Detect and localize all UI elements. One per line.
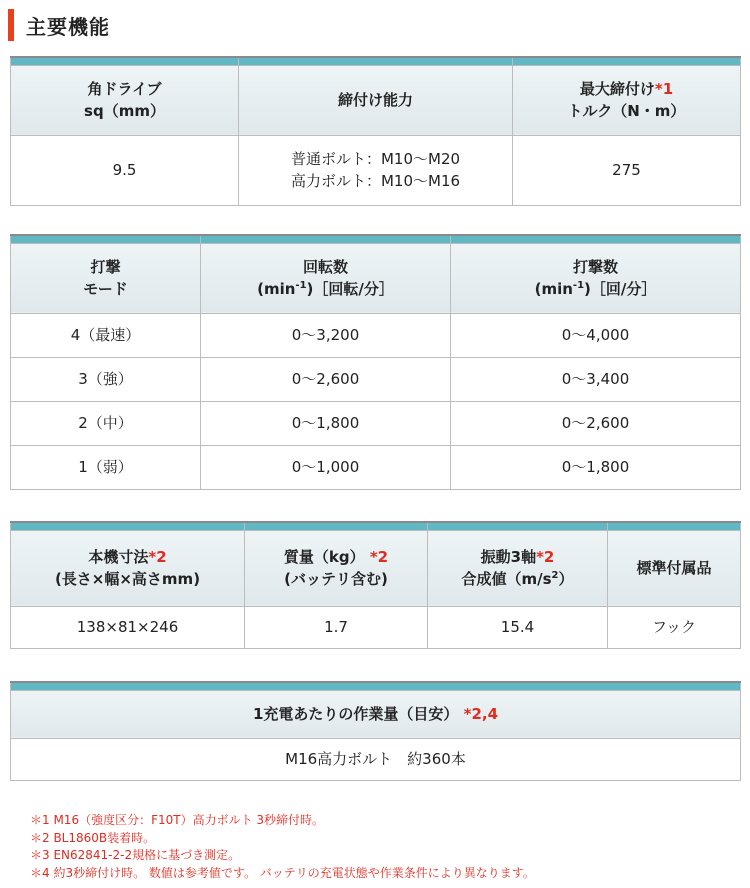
footnote-1: ＊1 M16（強度区分：F10T）高力ボルト 3秒締付時。	[30, 813, 325, 827]
value-text: 高力ボルト：M10〜M16	[290, 172, 461, 190]
superscript: -1	[295, 280, 307, 291]
header-text: モード	[83, 280, 128, 298]
cell-ipm: 0〜1,800	[451, 445, 741, 489]
value-square-drive: 9.5	[11, 135, 239, 205]
header-text: 合成値（m/s	[461, 570, 552, 588]
cell-mode: 4（最速）	[11, 313, 201, 357]
superscript: -1	[572, 280, 585, 291]
table-top-strip	[11, 522, 741, 530]
value-weight: 1.7	[245, 606, 428, 648]
table-row	[11, 313, 741, 357]
footnote-4: ＊4 約3秒締付け時。 数値は参考値です。 バッテリの充電状態や作業条件により異なります。	[30, 865, 535, 880]
footnote-mark: *2	[369, 548, 389, 566]
footnote-2: ＊2 BL1860B装着時。	[30, 830, 156, 845]
header-dimensions	[11, 530, 245, 606]
section-title	[8, 9, 110, 41]
cell-mode: 2（中）	[11, 401, 201, 445]
section-title-text: 主要機能	[26, 14, 110, 39]
header-text: (min	[534, 280, 573, 298]
value-text: 普通ボルト：M10〜M20	[290, 150, 461, 168]
cell-ipm: 0〜3,400	[451, 357, 741, 401]
header-text: 打撃	[90, 258, 121, 276]
footnotes	[30, 812, 535, 882]
value-vibration: 15.4	[428, 606, 608, 648]
header-impact-mode	[11, 243, 201, 313]
table-row	[11, 135, 741, 205]
table-header-row	[11, 530, 741, 606]
header-text: 振動3軸	[480, 548, 537, 566]
footnote-mark: *2	[536, 548, 555, 566]
cell-rpm: 0〜2,600	[201, 357, 451, 401]
header-text: sq（mm）	[84, 102, 165, 120]
table-row	[11, 445, 741, 489]
table-header-row	[11, 690, 741, 738]
cell-rpm: 0〜3,200	[201, 313, 451, 357]
header-tightening-capacity: 締付け能力	[239, 65, 513, 135]
header-text: (バッテリ含む)	[284, 570, 388, 588]
spec-table-impact-modes	[10, 234, 741, 490]
spec-table-dimensions	[10, 521, 741, 649]
header-text: (長さ×幅×高さmm)	[54, 570, 201, 588]
spec-table-drive	[10, 56, 741, 206]
table-top-strip	[11, 235, 741, 243]
table-row	[11, 738, 741, 780]
header-square-drive	[11, 65, 239, 135]
header-work-per-charge	[11, 690, 741, 738]
header-rotation-speed	[201, 243, 451, 313]
cell-rpm: 0〜1,000	[201, 445, 451, 489]
header-impact-rate	[451, 243, 741, 313]
footnote-3: ＊3 EN62841-2-2規格に基づき測定。	[30, 848, 241, 862]
table-top-strip	[11, 682, 741, 690]
value-dimensions: 138×81×246	[11, 606, 245, 648]
header-text: 本機寸法	[88, 548, 149, 566]
header-weight	[245, 530, 428, 606]
header-max-torque	[513, 65, 741, 135]
header-text: 1充電あたりの作業量（目安）	[252, 705, 459, 723]
footnote-mark: *2	[148, 548, 167, 566]
cell-rpm: 0〜1,800	[201, 401, 451, 445]
header-text: 回転数	[302, 258, 348, 276]
cell-ipm: 0〜2,600	[451, 401, 741, 445]
value-accessories: フック	[608, 606, 741, 648]
header-text: (min	[257, 280, 296, 298]
header-text: 質量（kg）	[283, 548, 365, 566]
header-text: ）	[558, 570, 574, 588]
header-text: 角ドライブ	[87, 80, 162, 98]
footnote-mark: *2,4	[463, 705, 499, 723]
header-text: 最大締付け	[579, 80, 655, 98]
header-text: )［回/分］	[584, 280, 657, 298]
header-text: )［回転/分］	[306, 280, 394, 298]
header-accessories: 標準付属品	[608, 530, 741, 606]
cell-mode: 3（強）	[11, 357, 201, 401]
table-row	[11, 357, 741, 401]
superscript: 2	[551, 570, 559, 581]
cell-mode: 1（弱）	[11, 445, 201, 489]
value-work-per-charge: M16高力ボルト 約360本	[11, 738, 741, 780]
header-text: 打撃数	[572, 258, 618, 276]
header-vibration	[428, 530, 608, 606]
spec-table-workload	[10, 681, 741, 781]
cell-ipm: 0〜4,000	[451, 313, 741, 357]
table-header-row	[11, 243, 741, 313]
header-text: トルク（N・m）	[567, 102, 686, 120]
table-row	[11, 606, 741, 648]
title-accent-bar	[8, 9, 14, 41]
footnote-mark: *1	[654, 80, 674, 98]
table-top-strip	[11, 57, 741, 65]
table-header-row	[11, 65, 741, 135]
table-row	[11, 401, 741, 445]
value-tightening-capacity	[239, 135, 513, 205]
value-max-torque: 275	[513, 135, 741, 205]
